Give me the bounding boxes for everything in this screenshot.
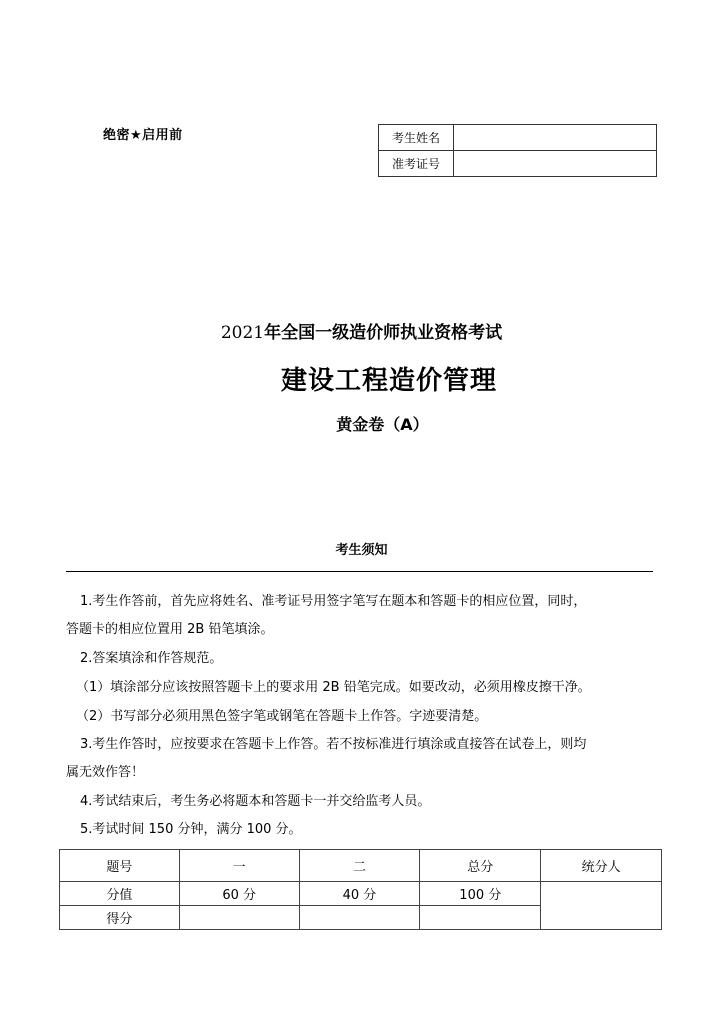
subject-title: 建设工程造价管理 [280, 366, 497, 396]
score-table-points-row [60, 882, 662, 906]
candidate-name-field[interactable] [454, 125, 657, 151]
instruction-line: 答题卡的相应位置用 2B 铅笔填涂。 [66, 622, 274, 637]
candidate-info-table [378, 124, 657, 177]
candidate-id-field[interactable] [454, 151, 657, 177]
instruction-line: 1.考生作答前，首先应将姓名、准考证号用签字笔写在题本和答题卡的相应位置，同时， [80, 594, 587, 609]
points-cell: 40 分 [299, 882, 420, 906]
score-table-header: 二 [299, 850, 420, 882]
score-table-header: 一 [179, 850, 299, 882]
score-table [59, 849, 662, 930]
score-row-label: 得分 [60, 906, 180, 930]
points-cell: 100 分 [420, 882, 541, 906]
divider [66, 571, 653, 572]
candidate-name-row [379, 125, 657, 151]
instruction-line: 4.考试结束后，考生务必将题本和答题卡一并交给监考人员。 [80, 794, 431, 809]
score-cell[interactable] [299, 906, 420, 930]
candidate-name-label: 考生姓名 [379, 125, 454, 151]
instruction-line: （2）书写部分必须用黑色签字笔或钢笔在答题卡上作答。字迹要清楚。 [76, 709, 488, 724]
points-cell: 60 分 [179, 882, 299, 906]
score-table-header: 统分人 [541, 850, 662, 882]
instruction-line: 5.考试时间 150 分钟，满分 100 分。 [80, 822, 302, 837]
candidate-id-row [379, 151, 657, 177]
score-cell[interactable] [420, 906, 541, 930]
grader-cell[interactable] [541, 882, 662, 930]
exam-title [0, 318, 723, 343]
instruction-line: 2.答案填涂和作答规范。 [80, 651, 223, 666]
score-table-header: 总分 [420, 850, 541, 882]
classification-label: 绝密★启用前 [103, 128, 183, 143]
instruction-line: 3.考生作答时，应按要求在答题卡上作答。若不按标准进行填涂或直接答在试卷上，则均 [80, 737, 587, 752]
paper-label: 黄金卷（A） [336, 415, 429, 434]
score-table-header: 题号 [60, 850, 180, 882]
instruction-line: 属无效作答！ [66, 765, 145, 780]
points-row-label: 分值 [60, 882, 180, 906]
score-cell[interactable] [179, 906, 299, 930]
exam-year: 2021 [220, 323, 265, 343]
candidate-id-label: 准考证号 [379, 151, 454, 177]
instruction-line: （1）填涂部分应该按照答题卡上的要求用 2B 铅笔完成。如要改动，必须用橡皮擦干净。 [76, 680, 591, 695]
exam-name: 年全国一级造价师执业资格考试 [264, 323, 503, 343]
notice-heading: 考生须知 [335, 543, 388, 558]
score-table-header-row [60, 850, 662, 882]
